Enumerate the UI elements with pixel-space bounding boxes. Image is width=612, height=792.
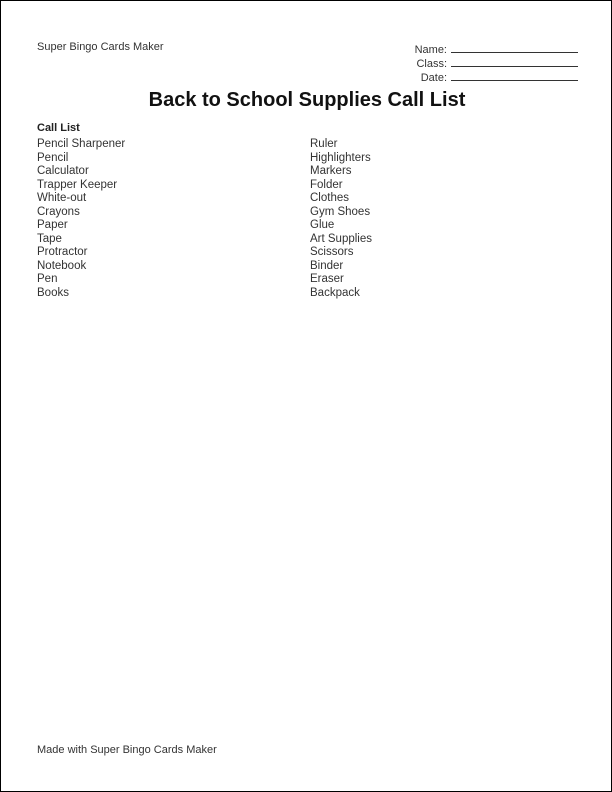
list-item: Calculator [37,165,89,177]
date-blank-line[interactable] [451,69,578,81]
info-fields [415,41,578,83]
list-item: Paper [37,219,68,231]
list-item: Gym Shoes [310,205,371,218]
class-blank-line[interactable] [451,55,578,67]
list-item: White-out [37,192,87,204]
class-field [415,55,578,69]
brand-label: Super Bingo Cards Maker [37,41,164,53]
name-field [415,41,578,55]
list-item: Eraser [310,273,344,285]
list-item: Books [37,286,69,299]
list-item: Folder [310,178,343,191]
list-item: Clothes [310,192,349,204]
footer-credit: Made with Super Bingo Cards Maker [37,744,217,756]
list-item: Ruler [310,138,338,150]
list-item: Protractor [37,246,88,258]
list-item: Pencil [37,151,69,164]
call-list-heading: Call List [37,122,80,134]
date-field [415,69,578,83]
list-item: Scissors [310,246,354,258]
list-item: Trapper Keeper [37,178,118,191]
name-label: Name: [414,44,447,56]
list-item: Tape [37,232,62,245]
class-label: Class: [416,58,447,70]
list-item: Glue [310,219,335,231]
list-item: Art Supplies [310,232,373,245]
list-item: Markers [310,165,352,177]
list-item: Notebook [37,259,87,272]
date-label: Date: [420,72,447,84]
name-blank-line[interactable] [451,41,578,53]
list-item: Highlighters [310,151,371,164]
list-item: Pen [37,273,58,285]
page-title: Back to School Supplies Call List [148,89,466,111]
list-item: Crayons [37,205,80,218]
call-list-left-column [37,138,125,300]
call-list-right-column [310,138,372,300]
list-item: Binder [310,259,344,272]
list-item: Backpack [310,286,360,299]
list-item: Pencil Sharpener [37,138,126,150]
